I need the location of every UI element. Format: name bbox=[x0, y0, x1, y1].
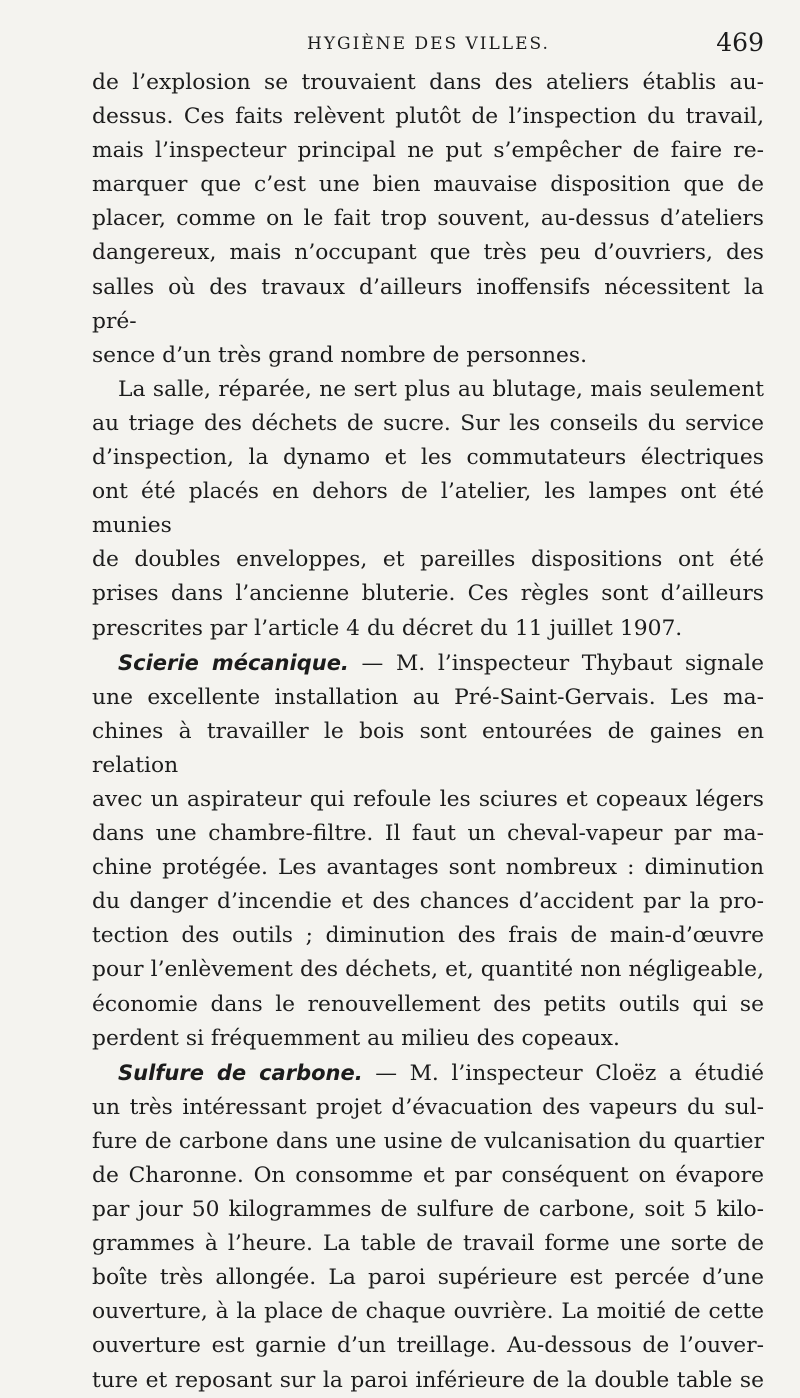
text-line: ouverture est garnie d’un treillage. Au-dessous de l’ouver- bbox=[92, 1333, 764, 1359]
text-line: perdent si fréquemment au milieu des copeaux. bbox=[92, 1025, 620, 1051]
text-line: de doubles enveloppes, et pareilles dispositions ont été bbox=[92, 547, 764, 573]
text-line: chine protégée. Les avantages sont nombreux : diminution bbox=[92, 855, 764, 881]
text-line: boîte très allongée. La paroi supérieure est percée d’une bbox=[92, 1265, 764, 1291]
section-lead: Scierie mécanique. bbox=[118, 650, 349, 675]
text-line: chines à travailler le bois sont entourées de gaines en relation bbox=[92, 718, 764, 778]
text-line: pour l’enlèvement des déchets, et, quantité non négligeable, bbox=[92, 957, 764, 983]
text-line: du danger d’incendie et des chances d’accident par la pro- bbox=[92, 889, 764, 915]
page-number: 469 bbox=[716, 28, 764, 57]
text-line bbox=[92, 646, 764, 681]
text-line: un très intéressant projet d’évacuation des vapeurs du sul- bbox=[92, 1094, 764, 1120]
text-line: économie dans le renouvellement des petits outils qui se bbox=[92, 991, 764, 1017]
text-line: ture et reposant sur la paroi inférieure de la double table se bbox=[92, 1367, 764, 1393]
page-header bbox=[92, 22, 764, 66]
text-line: avec un aspirateur qui refoule les sciures et copeaux légers bbox=[92, 786, 764, 812]
text-line: La salle, réparée, ne sert plus au blutage, mais seulement bbox=[118, 376, 764, 402]
text-line: dans une chambre-filtre. Il faut un cheval-vapeur par ma- bbox=[92, 821, 764, 847]
text-line: prescrites par l’article 4 du décret du 11 juillet 1907. bbox=[92, 615, 683, 641]
paragraph-1 bbox=[92, 66, 764, 373]
section-lead: Sulfure de carbone. bbox=[118, 1060, 363, 1085]
text-line: placer, comme on le fait trop souvent, au-dessus d’ateliers bbox=[92, 206, 764, 232]
text-line: prises dans l’ancienne bluterie. Ces règles sont d’ailleurs bbox=[92, 581, 764, 607]
running-head: HYGIÈNE DES VILLES. bbox=[307, 34, 550, 54]
text-line: ouverture, à la place de chaque ouvrière. La moitié de cette bbox=[92, 1299, 764, 1325]
text-run: — M. l’inspecteur Thybaut signale bbox=[348, 650, 765, 676]
text-line: mais l’inspecteur principal ne put s’empêcher de faire re- bbox=[92, 138, 764, 164]
text-line: grammes à l’heure. La table de travail forme une sorte de bbox=[92, 1231, 764, 1257]
text-line: sence d’un très grand nombre de personnes. bbox=[92, 342, 588, 368]
text-line: une excellente installation au Pré-Saint-Gervais. Les ma- bbox=[92, 684, 764, 710]
text-line: tection des outils ; diminution des frais de main-d’œuvre bbox=[92, 923, 764, 949]
text-line: par jour 50 kilogrammes de sulfure de carbone, soit 5 kilo- bbox=[92, 1197, 764, 1223]
text-line: dangereux, mais n’occupant que très peu d’ouvriers, des bbox=[92, 240, 764, 266]
body-text bbox=[92, 66, 764, 1398]
paragraph-3 bbox=[92, 646, 764, 1056]
text-line: fure de carbone dans une usine de vulcanisation du quartier bbox=[92, 1128, 764, 1154]
text-line: de l’explosion se trouvaient dans des ateliers établis au- bbox=[92, 70, 764, 95]
text-line: salles où des travaux d’ailleurs inoffensifs nécessitent la pré- bbox=[92, 274, 764, 334]
text-line: d’inspection, la dynamo et les commutateurs électriques bbox=[92, 445, 764, 471]
text-line: ont été placés en dehors de l’atelier, les lampes ont été munies bbox=[92, 479, 764, 539]
text-line: au triage des déchets de sucre. Sur les conseils du service bbox=[92, 410, 764, 436]
paragraph-2 bbox=[92, 373, 764, 646]
text-run: — M. l’inspecteur Cloëz a étudié bbox=[362, 1060, 764, 1086]
text-line: de Charonne. On consomme et par conséquent on évapore bbox=[92, 1163, 764, 1188]
text-line bbox=[92, 1056, 764, 1091]
text-line: marquer que c’est une bien mauvaise disposition que de bbox=[92, 172, 764, 198]
text-line: dessus. Ces faits relèvent plutôt de l’inspection du travail, bbox=[92, 104, 764, 130]
paragraph-4 bbox=[92, 1056, 764, 1398]
